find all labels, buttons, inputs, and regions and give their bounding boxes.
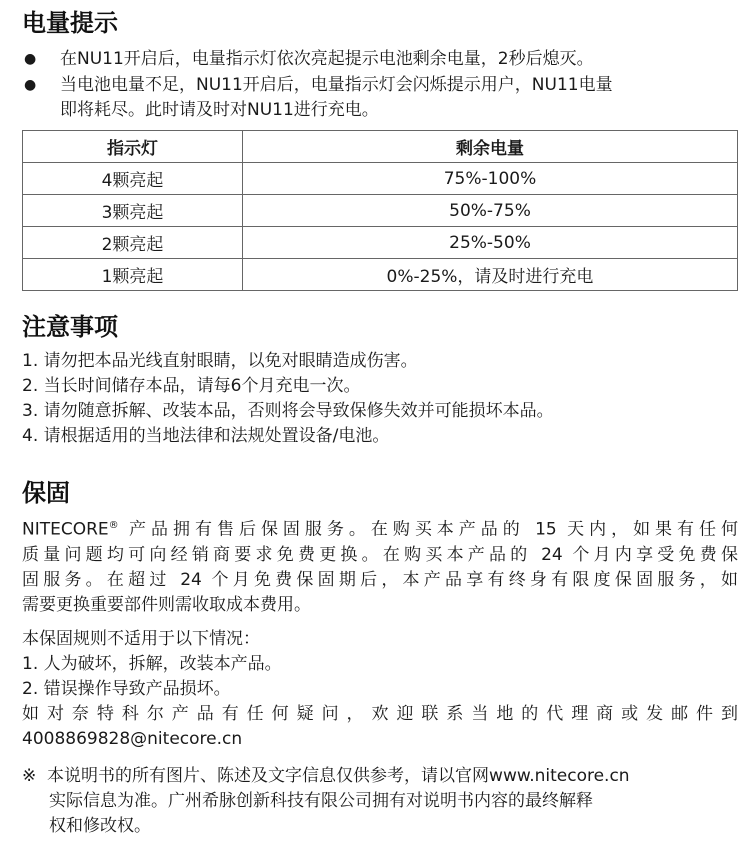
battery-section-title: 电量提示	[22, 9, 118, 37]
paragraph-line	[22, 513, 738, 543]
caution-list	[22, 349, 738, 449]
contact-line: 如对奈特科尔产品有任何疑问，欢迎联系当地的代理商或发邮件到	[22, 704, 738, 724]
bullet-dot-icon: ●	[24, 51, 37, 67]
paragraph-line: 需要更换重要部件则需收取成本费用。	[22, 594, 311, 615]
paragraph-line: 质量问题均可向经销商要求免费更换。在购买本产品的 24 个月内享受免费保	[22, 544, 738, 565]
note-line: ※ 本说明书的所有图片、陈述及文字信息仅供参考，请以官网www.nitecore.cn	[22, 766, 630, 786]
bullet-dot-icon: ●	[24, 77, 37, 93]
table-header-row	[23, 131, 738, 163]
list-item: 3. 请勿随意拆解、改装本品，否则将会导致保修失效并可能损坏本品。	[22, 401, 554, 421]
warranty-section-title: 保固	[22, 479, 70, 507]
list-item: 2. 当长时间储存本品，请每6个月充电一次。	[22, 376, 361, 396]
table-row	[23, 195, 738, 227]
battery-level-table	[22, 130, 738, 291]
header-indicator: 指示灯	[23, 131, 243, 163]
cell-indicator: 1颗亮起	[23, 259, 243, 291]
bullet-text: 当电池电量不足，NU11开启后，电量指示灯会闪烁提示用户，NU11电量	[60, 75, 613, 95]
bullet-item	[22, 47, 738, 72]
table-row	[23, 227, 738, 259]
paragraph-line: 固服务。在超过 24 个月免费保固期后，本产品享有终身有限度保固服务，如	[22, 569, 738, 590]
registered-mark: ®	[108, 520, 119, 531]
cell-remaining: 0%-25%，请及时进行充电	[243, 259, 738, 291]
disclaimer-note	[22, 764, 738, 839]
list-item: 4. 请根据适用的当地法律和法规处置设备/电池。	[22, 426, 390, 446]
bullet-item	[22, 73, 738, 98]
warranty-paragraph	[22, 513, 738, 618]
paragraph-text: 产品拥有售后保固服务。在购买本产品的 15 天内，如果有任何	[118, 519, 738, 540]
cell-indicator: 3颗亮起	[23, 195, 243, 227]
table-row	[23, 163, 738, 195]
cell-remaining: 25%-50%	[243, 227, 738, 259]
list-item: 1. 人为破坏，拆解，改装本产品。	[22, 654, 282, 674]
warranty-exclusions	[22, 627, 738, 752]
bullet-text: 即将耗尽。此时请及时对NU11进行充电。	[60, 100, 379, 120]
cell-indicator: 2颗亮起	[23, 227, 243, 259]
cell-remaining: 50%-75%	[243, 195, 738, 227]
note-line: 实际信息为准。广州希脉创新科技有限公司拥有对说明书内容的最终解释	[22, 791, 594, 811]
note-line: 权和修改权。	[22, 816, 152, 836]
contact-email: 4008869828@nitecore.cn	[22, 729, 243, 749]
header-remaining: 剩余电量	[243, 131, 738, 163]
bullet-continuation	[22, 98, 738, 123]
cell-indicator: 4颗亮起	[23, 163, 243, 195]
brand-name: NITECORE	[22, 519, 109, 540]
bullet-text: 在NU11开启后，电量指示灯依次亮起提示电池剩余电量，2秒后熄灭。	[60, 49, 594, 69]
caution-section-title: 注意事项	[22, 313, 118, 341]
exclusions-title: 本保固规则不适用于以下情况：	[22, 629, 260, 649]
cell-remaining: 75%-100%	[243, 163, 738, 195]
table-row	[23, 259, 738, 291]
list-item: 1. 请勿把本品光线直射眼睛，以免对眼睛造成伤害。	[22, 351, 418, 371]
list-item: 2. 错误操作导致产品损坏。	[22, 679, 231, 699]
